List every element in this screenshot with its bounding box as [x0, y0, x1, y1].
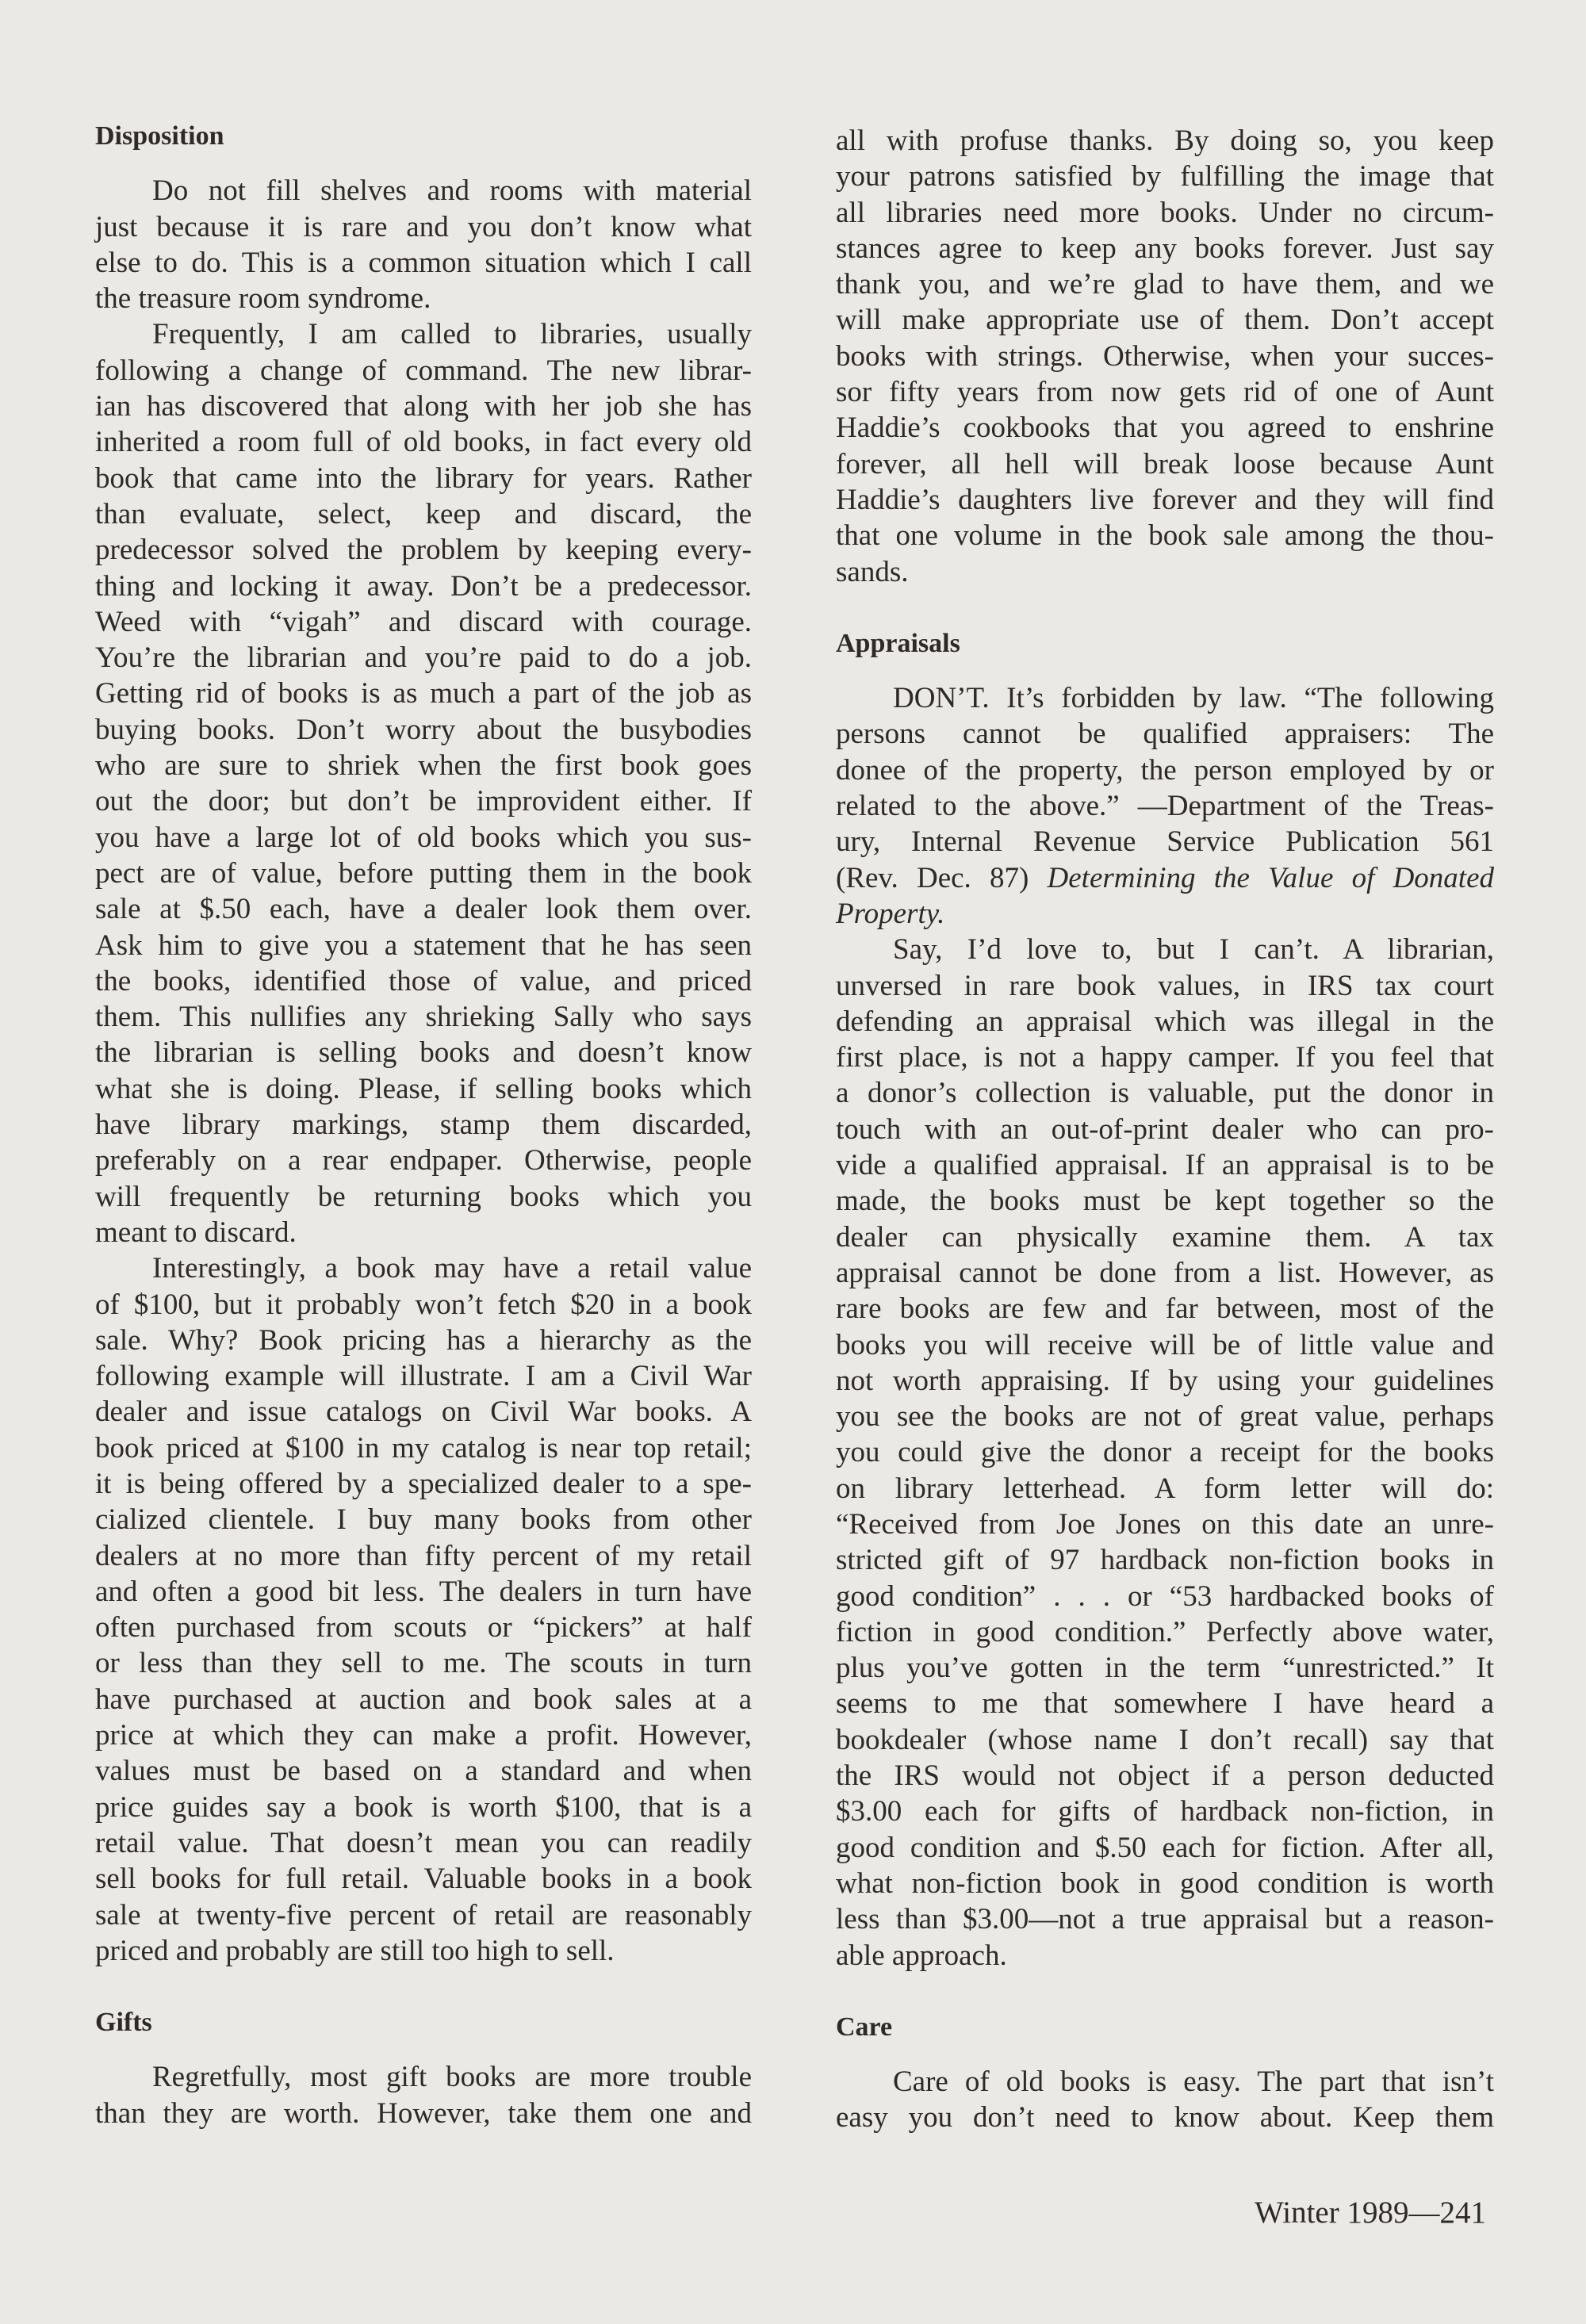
text-line: values must be based on a standard and when	[95, 1755, 752, 1788]
text-line: will make appropriate use of them. Don’t accept	[836, 304, 1494, 337]
text-line: else to do. This is a common situation which I call	[95, 246, 752, 279]
paragraph	[836, 2064, 1494, 2136]
text-line: unversed in rare book values, in IRS tax court	[836, 969, 1494, 1002]
text-line	[836, 860, 1494, 896]
text-line: the IRS would not object if a person deducted	[836, 1759, 1494, 1793]
text-line: Interestingly, a book may have a retail value	[152, 1252, 752, 1285]
page-footer: Winter 1989—241	[1255, 2196, 1486, 2230]
text-line: retail value. That doesn’t mean you can readily	[95, 1826, 752, 1859]
text-line: donee of the property, the person employed by or	[836, 753, 1494, 787]
text-line: the treasure room syndrome.	[95, 282, 431, 316]
text-line: bookdealer (whose name I don’t recall) say that	[836, 1723, 1494, 1756]
text-line: of $100, but it probably won’t fetch $20 in a book	[95, 1288, 752, 1321]
text-line: the librarian is selling books and doesn’t know	[95, 1036, 752, 1070]
section-heading: Disposition	[95, 121, 224, 151]
text-line: ian has discovered that along with her job she has	[95, 390, 752, 423]
text-line: seems to me that somewhere I have heard a	[836, 1687, 1494, 1721]
text-line: price at which they can make a profit. However,	[95, 1719, 752, 1752]
text-line: less than $3.00—not a true appraisal but a reason-	[836, 1903, 1494, 1936]
text-line: Say, I’d love to, but I can’t. A librarian,	[893, 933, 1494, 967]
text-line: you see the books are not of great value, perhaps	[836, 1400, 1494, 1434]
text-line: Getting rid of books is as much a part of the job as	[95, 677, 752, 710]
text-line: dealer can physically examine them. A tax	[836, 1220, 1494, 1254]
text-line: defending an appraisal which was illegal in the	[836, 1005, 1494, 1038]
text-line: meant to discard.	[95, 1216, 297, 1249]
text-line: sands.	[836, 555, 909, 588]
text-line: easy you don’t need to know about. Keep them	[836, 2101, 1494, 2134]
text-line: ury, Internal Revenue Service Publication 561	[836, 825, 1494, 859]
text-line	[836, 896, 1494, 932]
text-line: have purchased at auction and book sales at a	[95, 1683, 752, 1716]
text-line: Care of old books is easy. The part that isn’t	[893, 2066, 1494, 2099]
italic-title: Determining the Value of Donated	[1047, 861, 1494, 894]
text-line: stricted gift of 97 hardback non-fiction books in	[836, 1544, 1494, 1577]
paragraph	[95, 1250, 752, 1969]
text-line: not worth appraising. If by using your guidelines	[836, 1364, 1494, 1397]
text-line: made, the books must be kept together so the	[836, 1185, 1494, 1218]
text-line: you have a large lot of old books which you sus-	[95, 821, 752, 854]
text-line: all libraries need more books. Under no circum-	[836, 196, 1494, 229]
text-line: just because it is rare and you don’t know what	[95, 210, 752, 243]
text-line: following example will illustrate. I am a Civil War	[95, 1360, 752, 1393]
text-line: it is being offered by a specialized dealer to a spe-	[95, 1467, 752, 1500]
text-line: forever, all hell will break loose because Aunt	[836, 447, 1494, 480]
text-line: often purchased from scouts or “pickers” at half	[95, 1611, 752, 1644]
text-line: will frequently be returning books which you	[95, 1180, 752, 1213]
text-line: “Received from Joe Jones on this date an unre-	[836, 1507, 1494, 1541]
text-line: buying books. Don’t worry about the busybodies	[95, 713, 752, 746]
left-column	[95, 118, 752, 2131]
paragraph	[836, 932, 1494, 1974]
text-line: sale. Why? Book pricing has a hierarchy as the	[95, 1323, 752, 1357]
text-line: all with profuse thanks. By doing so, you keep	[836, 124, 1494, 157]
text-line: books you will receive will be of little value and	[836, 1328, 1494, 1361]
text-line: plus you’ve gotten in the term “unrestricted.” It	[836, 1652, 1494, 1685]
text-line: predecessor solved the problem by keeping every-	[95, 534, 752, 567]
text-line: sale at twenty-five percent of retail are reasonably	[95, 1898, 752, 1932]
text-line: you could give the donor a receipt for the books	[836, 1436, 1494, 1469]
text-line: what she is doing. Please, if selling books which	[95, 1072, 752, 1105]
paragraph	[95, 316, 752, 1250]
text-line: Haddie’s cookbooks that you agreed to enshrine	[836, 412, 1494, 445]
text-line: Frequently, I am called to libraries, usually	[152, 318, 752, 351]
text-line: You’re the librarian and you’re paid to do a job.	[95, 641, 752, 675]
text-line: sell books for full retail. Valuable books in a book	[95, 1863, 752, 1896]
text-line: out the door; but don’t be improvident either. If	[95, 785, 752, 818]
text-line: or less than they sell to me. The scouts in turn	[95, 1647, 752, 1680]
text-line: good condition and $.50 each for fiction. After all,	[836, 1831, 1494, 1864]
text-line: dealers at no more than fifty percent of my retail	[95, 1539, 752, 1572]
text-line: able approach.	[836, 1939, 1007, 1972]
text-line: price guides say a book is worth $100, that is a	[95, 1790, 752, 1824]
paragraph	[95, 173, 752, 316]
text-line: appraisal cannot be done from a list. However, as	[836, 1256, 1494, 1289]
text-line: Regretfully, most gift books are more trouble	[152, 2061, 752, 2094]
text-line: on library letterhead. A form letter will do:	[836, 1472, 1494, 1505]
text-line: have library markings, stamp them discarded,	[95, 1108, 752, 1142]
text-line: DON’T. It’s forbidden by law. “The following	[893, 682, 1494, 715]
text-line: preferably on a rear endpaper. Otherwise, people	[95, 1144, 752, 1177]
text-line: inherited a room full of old books, in fact every old	[95, 426, 752, 459]
text-line: pect are of value, before putting them in the book	[95, 856, 752, 890]
text-line: priced and probably are still too high to sell.	[95, 1934, 615, 1967]
text-line: fiction in good condition.” Perfectly above water,	[836, 1615, 1494, 1648]
text-line: related to the above.” —Department of the Treas-	[836, 790, 1494, 823]
text-line: cialized clientele. I buy many books from other	[95, 1503, 752, 1537]
text-line: your patrons satisfied by fulfilling the image that	[836, 160, 1494, 193]
text-line: what non-fiction book in good condition is worth	[836, 1866, 1494, 1900]
text-line: touch with an out-of-print dealer who can pro-	[836, 1112, 1494, 1146]
text-line: sale at $.50 each, have a dealer look them over.	[95, 893, 752, 926]
italic-title: Property.	[836, 897, 945, 930]
text-line: dealer and issue catalogs on Civil War books. A	[95, 1396, 752, 1429]
text-line: who are sure to shriek when the first book goes	[95, 749, 752, 783]
text-line: Ask him to give you a statement that he has seen	[95, 928, 752, 962]
paragraph	[836, 123, 1494, 590]
text-line: following a change of command. The new librar-	[95, 354, 752, 387]
text-line: $3.00 each for gifts of hardback non-fiction, in	[836, 1795, 1494, 1828]
text-line: sor fifty years from now gets rid of one of Aunt	[836, 376, 1494, 409]
paragraph	[95, 2059, 752, 2131]
text-line: book that came into the library for years. Rather	[95, 461, 752, 495]
text-line: books with strings. Otherwise, when your succes-	[836, 339, 1494, 373]
text-line: thank you, and we’re glad to have them, and we	[836, 268, 1494, 301]
text-line: rare books are few and far between, most of the	[836, 1292, 1494, 1326]
text-line: Haddie’s daughters live forever and they will find	[836, 483, 1494, 516]
text-line: persons cannot be qualified appraisers: The	[836, 718, 1494, 751]
text-line: them. This nullifies any shrieking Sally who says	[95, 1001, 752, 1034]
right-column	[836, 123, 1494, 2136]
paragraph	[836, 680, 1494, 932]
text-line: good condition” . . . or “53 hardbacked books of	[836, 1579, 1494, 1613]
text-line: than they are worth. However, take them one and	[95, 2096, 752, 2130]
text-line: and often a good bit less. The dealers in turn have	[95, 1575, 752, 1608]
text-line: Do not fill shelves and rooms with material	[152, 174, 752, 208]
text-segment: (Rev. Dec. 87)	[836, 861, 1048, 894]
section-heading: Appraisals	[836, 628, 960, 658]
text-line: stances agree to keep any books forever. Just say	[836, 232, 1494, 265]
text-line: vide a qualified appraisal. If an appraisal is to be	[836, 1149, 1494, 1182]
text-line: than evaluate, select, keep and discard, the	[95, 497, 752, 530]
section-heading: Care	[836, 2012, 893, 2042]
text-line: thing and locking it away. Don’t be a predecessor.	[95, 569, 752, 603]
text-line: first place, is not a happy camper. If you feel that	[836, 1041, 1494, 1074]
section-heading: Gifts	[95, 2008, 152, 2038]
text-line: Weed with “vigah” and discard with courage.	[95, 605, 752, 638]
text-line: book priced at $100 in my catalog is near top retail;	[95, 1431, 752, 1464]
text-line: the books, identified those of value, and priced	[95, 964, 752, 997]
text-line: that one volume in the book sale among the thou-	[836, 519, 1494, 553]
text-line: a donor’s collection is valuable, put the donor in	[836, 1077, 1494, 1110]
